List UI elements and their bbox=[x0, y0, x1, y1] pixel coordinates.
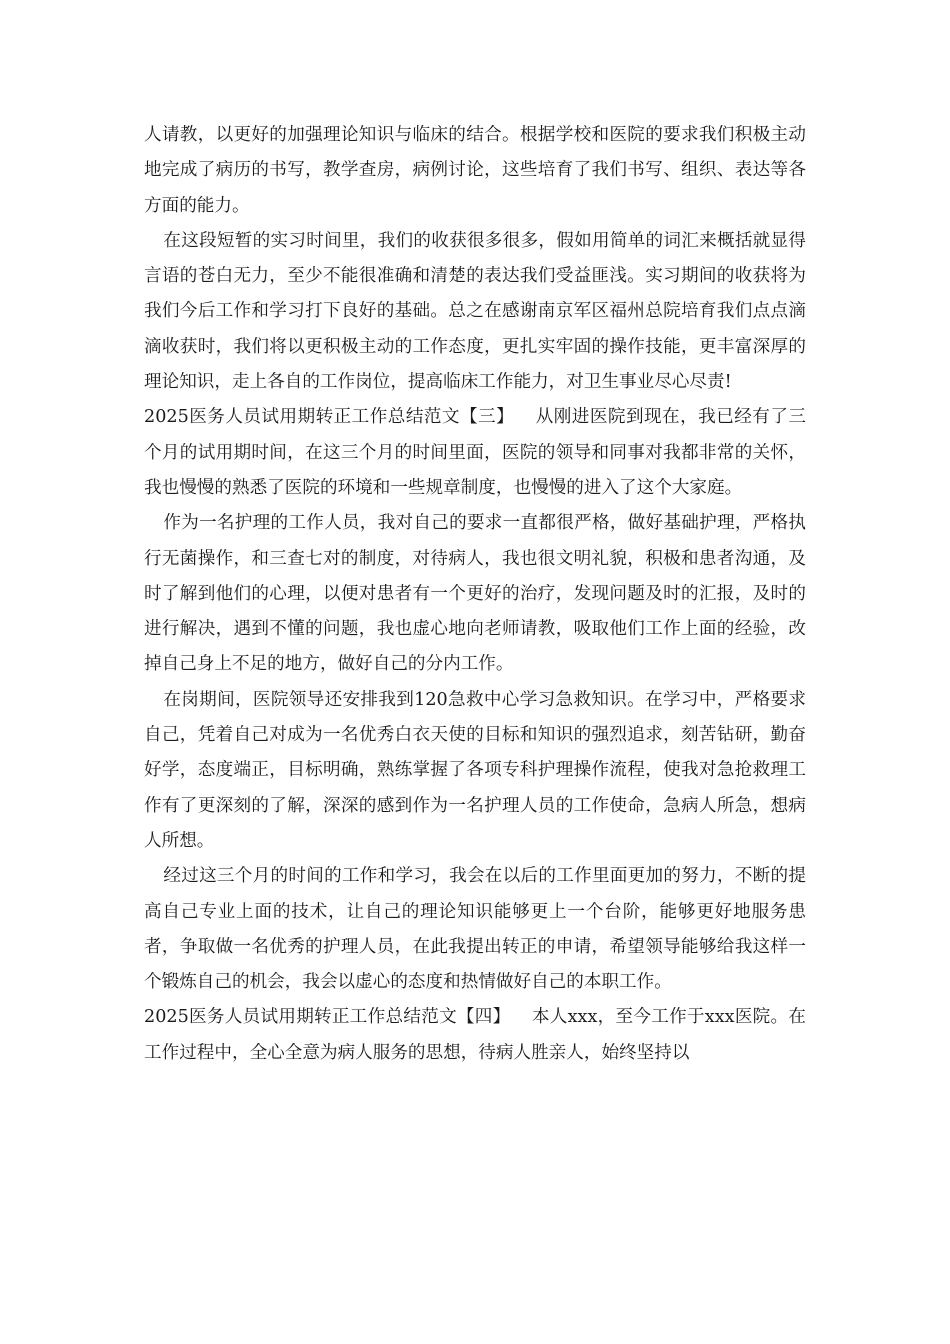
paragraph-internship-summary bbox=[144, 224, 806, 400]
paragraph-text: 人请教，以更好的加强理论知识与临床的结合。根据学校和医院的要求我们积极主动地完成了病历的书写，教学查房，病例讨论，这些培育了我们书写、组织、表达等各方面的能力。 bbox=[144, 125, 806, 216]
section-heading: 2025医务人员试用期转正工作总结范文【三】 bbox=[144, 407, 515, 428]
document-body bbox=[144, 118, 806, 1071]
paragraph-text: 经过这三个月的时间的工作和学习，我会在以后的工作里面更加的努力，不断的提高自己专业上面的技术，让自己的理论知识能够更上一个台阶，能够更好地服务患者，争取做一名优秀的护理人员，在此我提出转正的申请，希望领导能够给我这样一个锻炼自己的机会，我会以虚心的态度和热情做好自己的本职工作。 bbox=[144, 866, 806, 993]
paragraph-nursing-duties bbox=[144, 506, 806, 682]
paragraph-text: 在岗期间，医院领导还安排我到120急救中心学习急救知识。在学习中，严格要求自己，凭着自己对成为一名优秀白衣天使的目标和知识的强烈追求，刻苦钻研，勤奋好学，态度端正，目标明确，熟练掌握了各项专科护理操作流程，使我对急抢救理工作有了更深刻的了解，深深的感到作为一名护理人员的工作使命，急病人所急，想病人所想。 bbox=[144, 689, 806, 851]
paragraph-emergency-training bbox=[144, 683, 806, 859]
paragraph-continuation bbox=[144, 118, 806, 224]
section-four bbox=[144, 1000, 806, 1071]
paragraph-text: 在这段短暂的实习时间里，我们的收获很多很多，假如用简单的词汇来概括就显得言语的苍白无力，至少不能很准确和清楚的表达我们受益匪浅。实习期间的收获将为我们今后工作和学习打下良好的基础。总之在感谢南京军区福州总院培育我们点点滴滴收获时，我们将以更积极主动的工作态度，更扎实牢固的操作技能，更丰富深厚的理论知识，走上各自的工作岗位，提高临床工作能力，对卫生事业尽心尽责! bbox=[144, 230, 806, 393]
paragraph-text: 作为一名护理的工作人员，我对自己的要求一直都很严格，做好基础护理，严格执行无菌操作，和三查七对的制度，对待病人，我也很文明礼貌，积极和患者沟通，及时了解到他们的心理，以便对患者有一个更好的治疗，发现问题及时的汇报，及时的进行解决，遇到不懂的问题，我也虚心地向老师请教，吸取他们工作上面的经验，改掉自己身上不足的地方，做好自己的分内工作。 bbox=[144, 513, 806, 675]
section-heading: 2025医务人员试用期转正工作总结范文【四】 bbox=[144, 1007, 511, 1028]
paragraph-application bbox=[144, 859, 806, 1000]
paragraph-text: 本人xxx，至今工作于xxx医院。在工作过程中，全心全意为病人服务的思想，待病人胜亲人，始终坚持以 bbox=[144, 1007, 806, 1063]
paragraph-text: 从刚进医院到现在，我已经有了三个月的试用期时间，在这三个月的时间里面，医院的领导和同事对我都非常的关怀，我也慢慢的熟悉了医院的环境和一些规章制度，也慢慢的进入了这个大家庭。 bbox=[144, 407, 806, 498]
section-three bbox=[144, 400, 806, 506]
